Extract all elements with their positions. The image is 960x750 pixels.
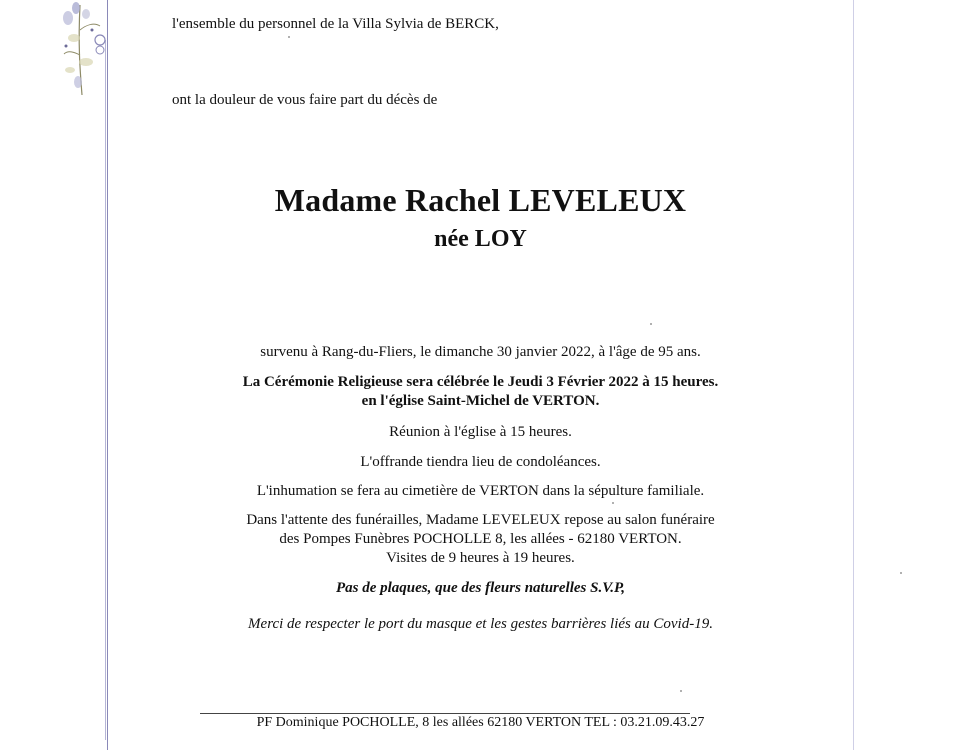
meeting-line: Réunion à l'église à 15 heures. xyxy=(389,424,572,440)
rest-line-1: Dans l'attente des funérailles, Madame LEVELEUX repose au salon funéraire xyxy=(246,512,715,528)
intro-line: ont la douleur de vous faire part du décès de xyxy=(172,92,438,108)
rest-line-3: Visites de 9 heures à 19 heures. xyxy=(386,550,575,566)
maiden-name: née LOY xyxy=(434,226,527,252)
scan-speck xyxy=(612,502,614,504)
scan-speck xyxy=(680,690,682,692)
flowers-line: Pas de plaques, que des fleurs naturelles S.V.P, xyxy=(335,580,626,596)
scan-speck xyxy=(288,36,290,38)
footer-contact: PF Dominique POCHOLLE, 8 les allées 62180 VERTON TEL : 03.21.09.43.27 xyxy=(256,715,705,730)
death-line: survenu à Rang-du-Fliers, le dimanche 30 janvier 2022, à l'âge de 95 ans. xyxy=(260,344,701,360)
ceremony-line-1: La Cérémonie Religieuse sera célébrée le Jeudi 3 Février 2022 à 15 heures. xyxy=(242,374,719,390)
page-border-right xyxy=(853,0,854,750)
footer-rule xyxy=(200,713,690,714)
offering-line: L'offrande tiendra lieu de condoléances. xyxy=(360,454,601,470)
flower-sprig-icon xyxy=(56,0,116,100)
ceremony-line-2: en l'église Saint-Michel de VERTON. xyxy=(361,393,600,409)
scan-speck xyxy=(650,323,652,325)
rest-line-2: des Pompes Funèbres POCHOLLE 8, les allées - 62180 VERTON. xyxy=(279,531,682,547)
covid-line: Merci de respecter le port du masque et les gestes barrières liés au Covid-19. xyxy=(248,616,713,632)
page-border-left-inner xyxy=(105,40,106,740)
senders-line: l'ensemble du personnel de la Villa Sylvia de BERCK, xyxy=(172,16,499,32)
deceased-name: Madame Rachel LEVELEUX xyxy=(274,182,687,218)
burial-line: L'inhumation se fera au cimetière de VERTON dans la sépulture familiale. xyxy=(256,483,705,499)
scan-speck xyxy=(900,572,902,574)
